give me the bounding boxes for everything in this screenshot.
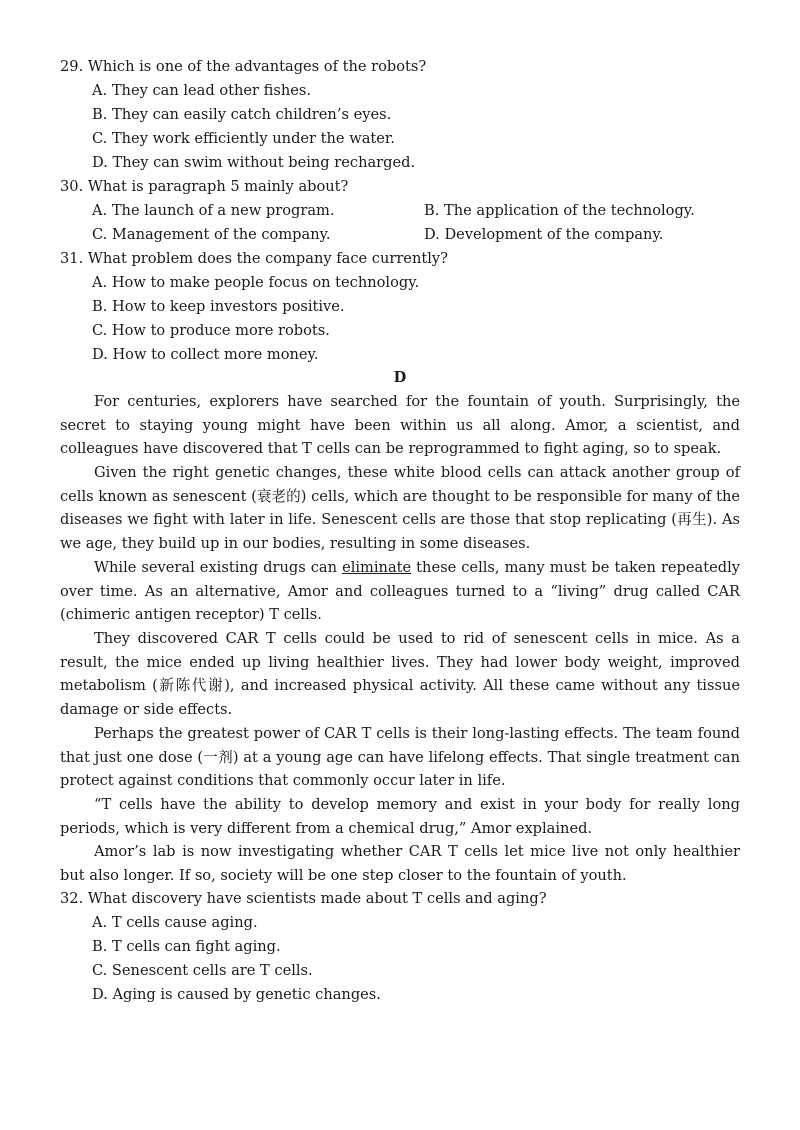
passage-paragraph-6: “T cells have the ability to develop memory and exist in your body for really long periods, which is very different from a chemical drug,” Amor explained. [60,796,740,837]
passage-paragraph-1: For centuries, explorers have searched for the fountain of youth. Surprisingly, the secret to staying young might have been within us all along. Amor, a scientist, and colleagues have discovered that T cells can be reprogrammed to fight aging, so to speak. [60,393,740,458]
section-heading-d: D [393,369,407,386]
question-30-option-b: B. The application of the technology. [424,202,695,219]
question-29-option-c: C. They work efficiently under the water. [92,130,395,147]
question-32-option-c: C. Senescent cells are T cells. [92,962,313,979]
question-29-option-b: B. They can easily catch children’s eyes. [92,106,392,123]
question-30-stem: 30. What is paragraph 5 mainly about? [60,178,349,195]
passage-paragraph-3 [60,556,740,627]
paragraph-3-text-before: While several existing drugs can [94,559,343,576]
question-29-stem: 29. Which is one of the advantages of the robots? [60,58,427,75]
question-31-option-d: D. How to collect more money. [92,346,319,363]
question-29-option-a: A. They can lead other fishes. [92,82,312,99]
paragraph-3-text-after: these cells, many must be taken repeatedly over time. As an alternative, Amor and colleagues turned to a “living” drug called CAR (chimeric antigen receptor) T cells. [60,559,740,624]
question-30-option-c: C. Management of the company. [92,226,331,243]
passage-paragraph-7: Amor’s lab is now investigating whether CAR T cells let mice live not only healthier but also longer. If so, society will be one step closer to the fountain of youth. [60,843,740,884]
question-32-option-b: B. T cells can fight aging. [92,938,281,955]
question-30-option-a: A. The launch of a new program. [92,202,335,219]
question-32-stem: 32. What discovery have scientists made about T cells and aging? [60,890,547,907]
question-31-stem: 31. What problem does the company face currently? [60,250,448,267]
question-32-option-d: D. Aging is caused by genetic changes. [92,986,381,1003]
question-31-option-b: B. How to keep investors positive. [92,298,345,315]
passage-paragraph-5: Perhaps the greatest power of CAR T cells is their long-lasting effects. The team found that just one dose (一剂) at a young age can have lifelong effects. That single treatment can protect against conditions that commonly occur later in life. [60,725,740,790]
question-32-option-a: A. T cells cause aging. [92,914,258,931]
passage-paragraph-4: They discovered CAR T cells could be used to rid of senescent cells in mice. As a result, the mice ended up living healthier lives. They had lower body weight, improved metabolism (新陈代谢), and increased physical activity. All these came without any tissue damage or side effects. [60,630,740,719]
passage-paragraph-2: Given the right genetic changes, these white blood cells can attack another group of cells known as senescent (衰老的) cells, which are thought to be responsible for many of the diseases we fight with later in life. Senescent cells are those that stop replicating (再生). As we age, they build up in our bodies, resulting in some diseases. [60,464,740,553]
underlined-word-eliminate: eliminate [342,559,412,576]
question-31-option-c: C. How to produce more robots. [92,322,330,339]
question-30-option-d: D. Development of the company. [424,226,664,243]
question-31-option-a: A. How to make people focus on technology. [92,274,420,291]
question-29-option-d: D. They can swim without being recharged. [92,154,416,171]
